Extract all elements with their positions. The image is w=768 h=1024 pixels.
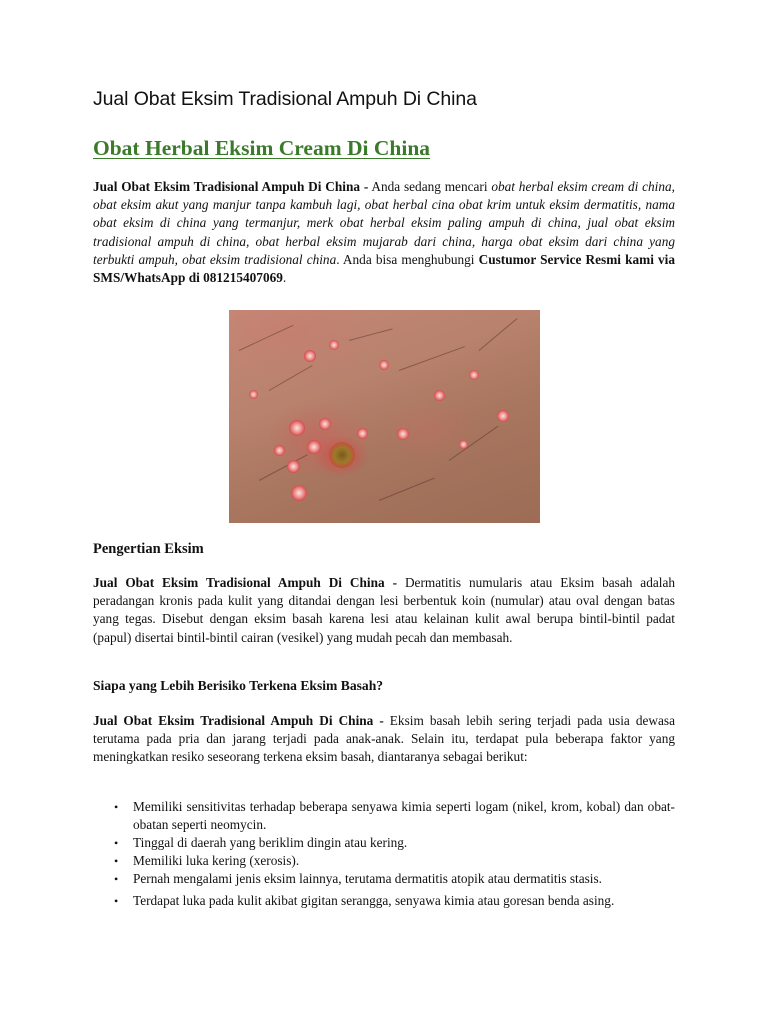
risk-factor-list [93,798,675,910]
bullet-icon: • [114,800,119,814]
pengertian-lead: Jual Obat Eksim Tradisional Ampuh Di China - [93,575,398,590]
list-item: • Memiliki sensitivitas terhadap beberapa senyawa kimia seperti logam (nikel, krom, kobal) dan obat-obatan seperti neomycin. [114,799,675,832]
list-item: • Memiliki luka kering (xerosis). [114,853,300,868]
intro-lead: Jual Obat Eksim Tradisional Ampuh Di China - [93,179,369,194]
intro-text-1: Anda sedang mencari [368,179,492,194]
intro-text-2: . Anda bisa menghubungi [336,251,479,267]
green-heading: Obat Herbal Eksim Cream Di China [93,136,431,160]
list-item: • Pernah mengalami jenis eksim lainnya, terutama dermatitis atopik atau dermatitis stasis. [114,871,602,886]
list-item: • Tinggal di daerah yang beriklim dingin atau kering. [114,835,408,850]
risk-text: Eksim basah lebih sering terjadi pada usia dewasa terutama pada pria dan jarang terjadi pada anak-anak. Selain itu, terdapat pula beberapa faktor yang meningkatkan resiko seseorang terkena eksim basah, diantaranya sebagai berikut: [93,713,675,765]
bullet-icon: • [114,836,119,850]
eczema-skin-photo [229,310,540,523]
list-item: • Terdapat luka pada kulit akibat gigitan serangga, senyawa kimia atau goresan benda asing. [114,893,615,908]
intro-paragraph [93,178,675,287]
intro-keywords: obat herbal eksim cream di china, obat eksim akut yang manjur tanpa kambuh lagi, obat herbal cina obat krim untuk eksim dermatitis, nama obat eksim di china yang termanjur, merk obat herbal eksim paling ampuh di china, jual obat eksim tradisional ampuh di china, obat herbal eksim mujarab dari china, harga obat eksim dari china yang terbukti ampuh, obat eksim tradisional china [93,179,676,267]
intro-end: . [282,270,287,286]
bullet-icon: • [114,854,119,868]
pengertian-paragraph [93,574,675,647]
section-heading-pengertian: Pengertian Eksim [93,541,204,557]
risk-lead: Jual Obat Eksim Tradisional Ampuh Di China - [93,713,384,728]
pengertian-text: Dermatitis numularis atau Eksim basah adalah peradangan kronis pada kulit yang ditandai dengan lesi berbentuk koin (numular) atau oval dengan batas yang tegas. Disebut dengan eksim basah karena lesi atau kelainan kulit awal berupa bintil-bintil padat (papul) disertai bintil-bintil cairan (vesikel) yang mudah pecah dan membasah. [93,575,675,645]
intro-contact: Custumor Service Resmi kami via SMS/WhatsApp di 081215407069 [93,251,675,286]
bullet-icon: • [114,894,119,908]
section-heading-risk: Siapa yang Lebih Berisiko Terkena Eksim Basah? [93,678,384,693]
bullet-icon: • [114,872,119,886]
risk-paragraph [93,712,675,767]
document-title: Jual Obat Eksim Tradisional Ampuh Di China [93,88,477,110]
